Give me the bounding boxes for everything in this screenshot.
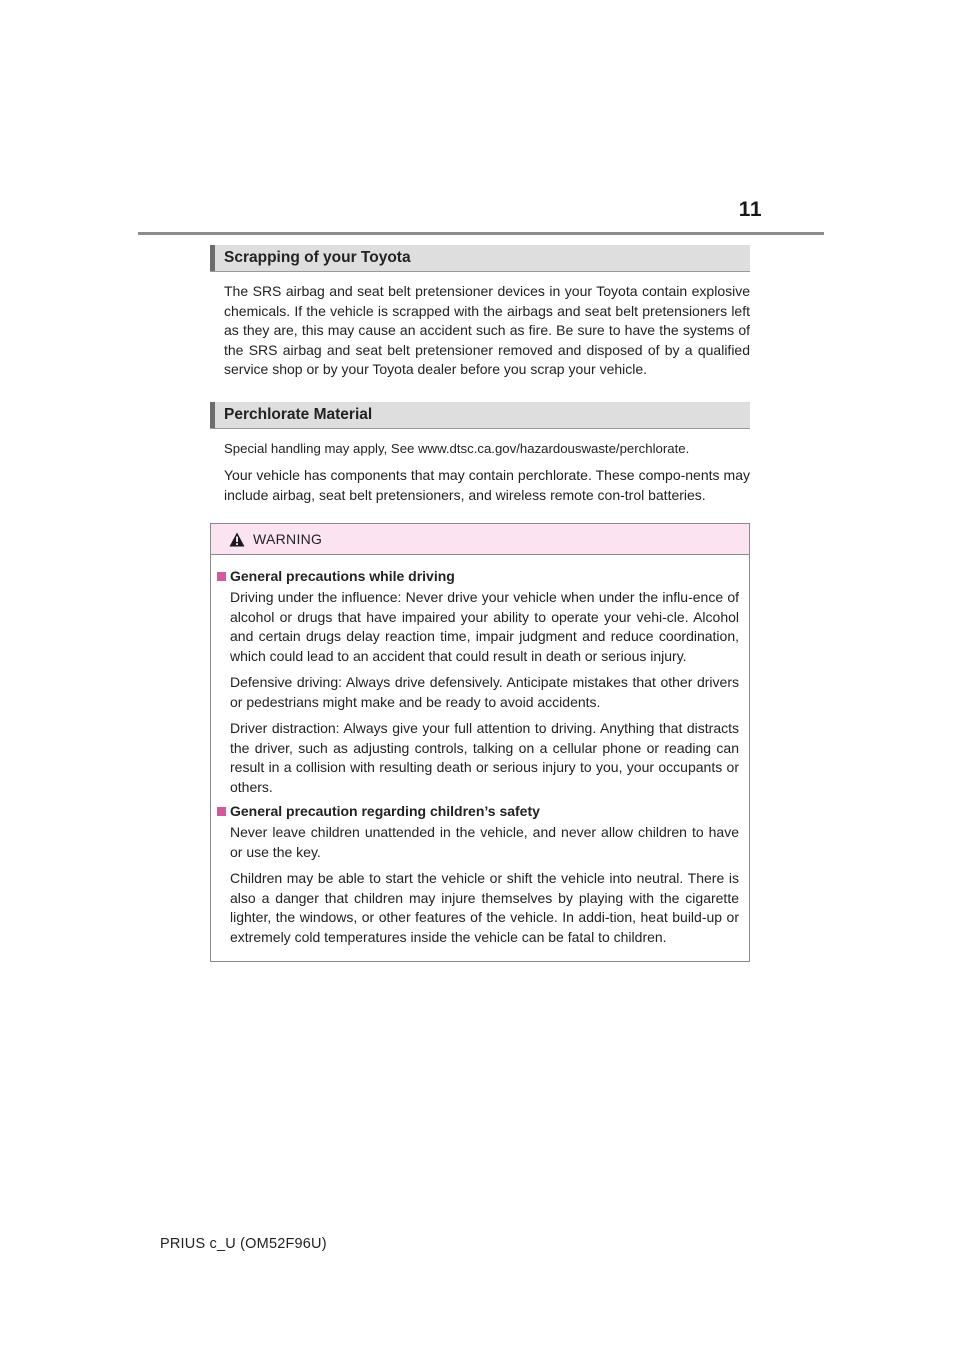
header-rule bbox=[138, 232, 824, 235]
warning-paragraph: Defensive driving: Always drive defensively. Anticipate mistakes that other drivers or pedestrians might make and be ready to avoid accidents. bbox=[230, 674, 739, 710]
perchlorate-paragraph: Your vehicle has components that may contain perchlorate. These compo-nents may include airbag, seat belt pretensioners, and wireless remote con-trol batteries. bbox=[224, 467, 750, 503]
warning-triangle-icon bbox=[229, 532, 245, 547]
bullet-square-icon bbox=[217, 807, 226, 816]
bullet-square-icon bbox=[217, 572, 226, 581]
heading-accent-bar bbox=[210, 245, 215, 271]
warning-item-title bbox=[217, 802, 739, 821]
footer-model-code: PRIUS c_U (OM52F96U) bbox=[160, 1236, 327, 1252]
warning-body bbox=[211, 555, 749, 947]
page-number: 11 bbox=[738, 198, 762, 221]
warning-header bbox=[211, 524, 749, 555]
warning-item-title-text: General precautions while driving bbox=[230, 568, 455, 584]
warning-paragraph: Driving under the influence: Never drive your vehicle when under the influ-ence of alcohol or drugs that have impaired your ability to operate your vehi-cle. Alcohol and certain drugs delay reaction time, impair judgment and reduce coordination, which could lead to an accident that could result in death or serious injury. bbox=[230, 589, 739, 664]
heading-accent-bar bbox=[210, 402, 215, 428]
warning-box bbox=[210, 523, 750, 962]
warning-label: WARNING bbox=[253, 531, 323, 547]
section-heading-text: Scrapping of your Toyota bbox=[224, 249, 411, 266]
warning-paragraph: Never leave children unattended in the vehicle, and never allow children to have or use the key. bbox=[230, 824, 739, 860]
section-heading-scrapping bbox=[210, 245, 750, 272]
section-heading-perchlorate bbox=[210, 402, 750, 429]
warning-item-title-text: General precaution regarding children’s safety bbox=[230, 803, 540, 819]
page-content bbox=[210, 245, 750, 962]
warning-paragraph: Children may be able to start the vehicle or shift the vehicle into neutral. There is also a danger that children may injure themselves by playing with the cigarette lighter, the windows, or other features of the vehicle. In addi-tion, heat build-up or extremely cold temperatures inside the vehicle can be fatal to children. bbox=[230, 870, 739, 945]
warning-item-title bbox=[217, 567, 739, 586]
warning-paragraph: Driver distraction: Always give your full attention to driving. Anything that distracts the driver, such as adjusting controls, talking on a cellular phone or reading can result in a collision with resulting death or serious injury to you, your occupants or others. bbox=[230, 720, 739, 795]
section-heading-text: Perchlorate Material bbox=[224, 405, 373, 423]
scrapping-paragraph: The SRS airbag and seat belt pretensioner devices in your Toyota contain explosive chemicals. If the vehicle is scrapped with the airbags and seat belt pretensioners left as they are, this may cause an accident such as fire. Be sure to have the systems of the SRS airbag and seat belt pretensioner removed and disposed of by a qualified service shop or by your Toyota dealer before you scrap your vehicle. bbox=[224, 283, 750, 377]
perchlorate-link-paragraph: Special handling may apply, See www.dtsc.ca.gov/hazardouswaste/perchlorate. bbox=[224, 440, 690, 456]
